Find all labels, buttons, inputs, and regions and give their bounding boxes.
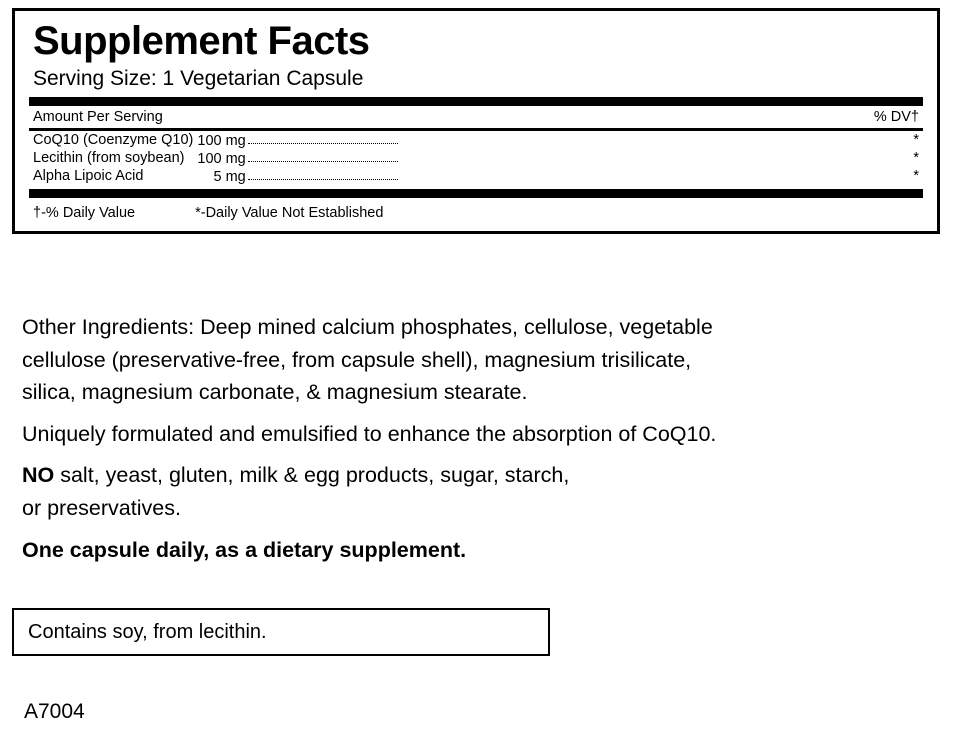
ingredient-amount: 100 mg xyxy=(197,151,246,168)
page-title: Supplement Facts xyxy=(33,19,370,63)
ingredient-amount: 100 mg xyxy=(197,133,246,150)
leader-dots-2 xyxy=(248,161,398,162)
free-from-line-1 xyxy=(22,460,932,492)
ingredient-name: CoQ10 (Coenzyme Q10) xyxy=(33,132,194,149)
ingredient-amount: 5 mg xyxy=(213,169,246,186)
supplement-facts-panel xyxy=(12,8,940,234)
leader-dots-2 xyxy=(248,179,398,180)
table-row xyxy=(29,149,923,167)
other-ingredients-line-2: cellulose (preservative-free, from capsule shell), magnesium trisilicate, xyxy=(22,347,692,372)
body-copy xyxy=(22,312,932,567)
table-row xyxy=(29,167,923,185)
other-ingredients-line-1: Other Ingredients: Deep mined calcium phosphates, cellulose, vegetable xyxy=(22,315,713,339)
serving-size-text: Serving Size: 1 Vegetarian Capsule xyxy=(33,67,364,90)
allergen-statement-box xyxy=(12,608,550,656)
free-from-text: salt, yeast, gluten, milk & egg products, sugar, starch, xyxy=(54,463,570,488)
footnote-daily-value: †-% Daily Value xyxy=(33,205,136,222)
allergen-statement-text: Contains soy, from lecithin. xyxy=(28,620,267,643)
divider-thick-top xyxy=(29,97,923,106)
table-row xyxy=(29,131,923,149)
amount-per-serving-label: Amount Per Serving xyxy=(33,109,163,126)
divider-thick-bottom xyxy=(29,189,923,198)
daily-value-header: % DV† xyxy=(873,109,919,126)
product-code: A7004 xyxy=(24,700,85,723)
ingredient-table xyxy=(29,131,923,185)
ingredient-dv: * xyxy=(913,132,919,149)
no-label: NO xyxy=(22,463,55,488)
ingredient-name: Lecithin (from soybean) xyxy=(33,150,185,167)
footnote-row xyxy=(29,198,923,225)
directions-text: One capsule daily, as a dietary supplement. xyxy=(22,537,467,562)
leader-dots-2 xyxy=(248,143,398,144)
footnote-not-established: *-Daily Value Not Established xyxy=(195,205,384,222)
ingredient-dv: * xyxy=(913,168,919,185)
amount-per-serving-row xyxy=(29,106,923,128)
formulation-note: Uniquely formulated and emulsified to enhance the absorption of CoQ10. xyxy=(22,421,717,446)
other-ingredients-line-3: silica, magnesium carbonate, & magnesium stearate. xyxy=(22,380,528,405)
free-from-line-2: or preservatives. xyxy=(22,495,181,520)
ingredient-name: Alpha Lipoic Acid xyxy=(33,168,144,185)
ingredient-dv: * xyxy=(913,150,919,167)
